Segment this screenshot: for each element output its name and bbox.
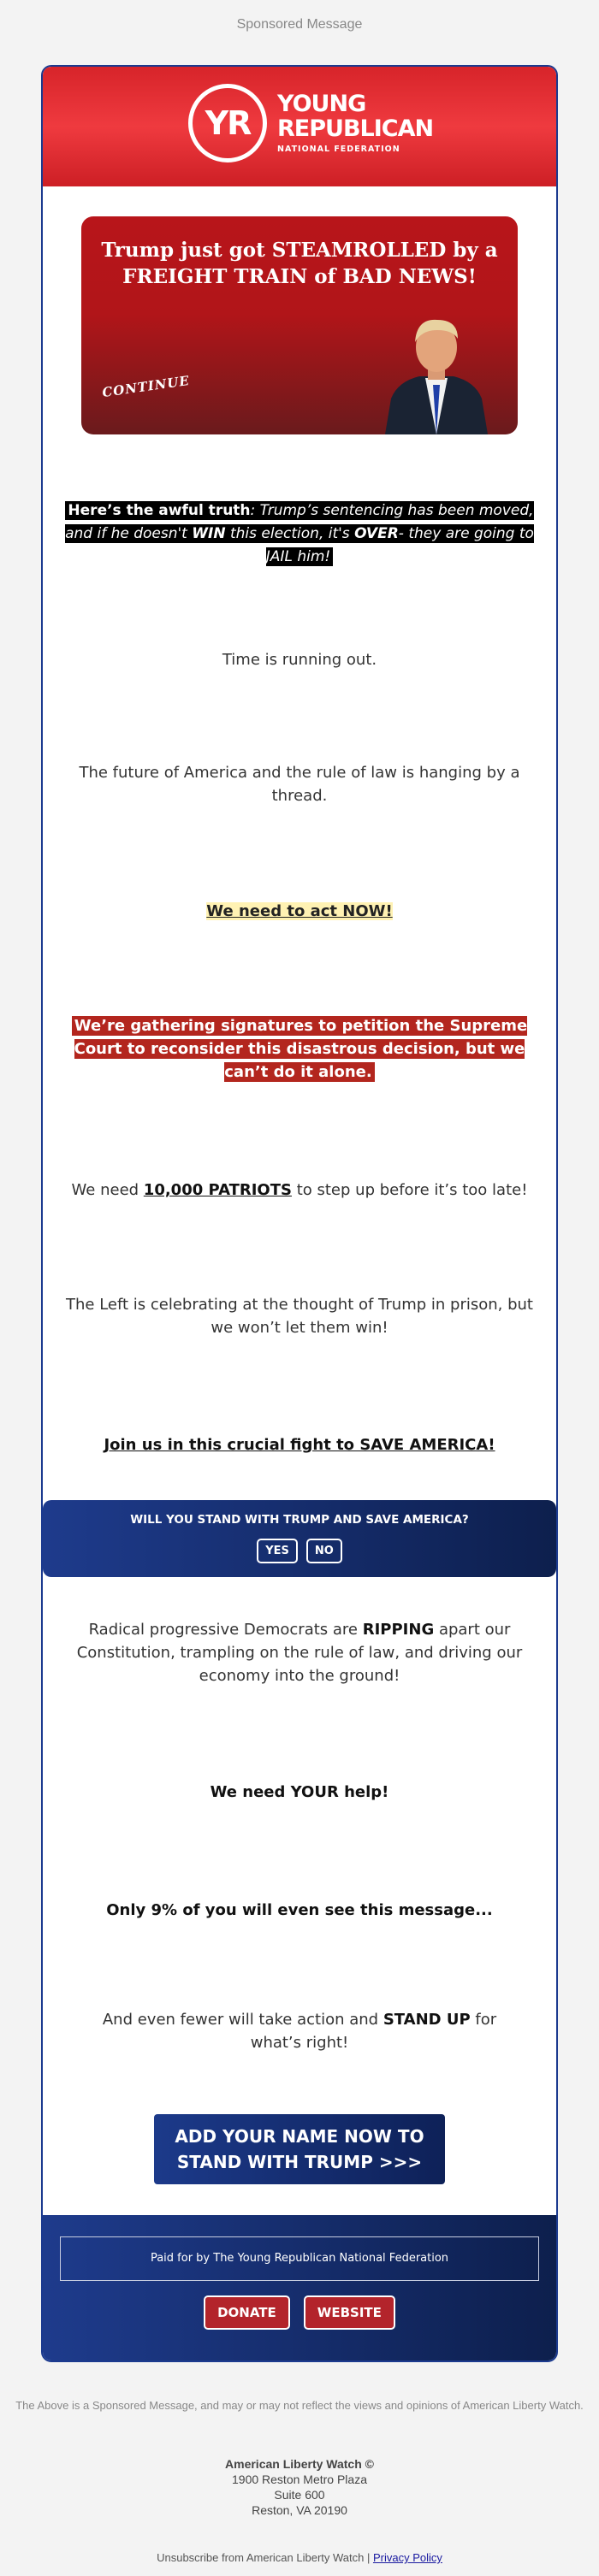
privacy-policy-link[interactable]: Privacy Policy <box>372 2551 442 2564</box>
join-us-link[interactable]: Join us in this crucial fight to SAVE AMERICA! <box>104 1436 495 1454</box>
org-name: American Liberty Watch © <box>225 2457 374 2471</box>
left-celebrating-text: The Left is celebrating at the thought of Trump in prison, but we won’t let them win! <box>66 1296 533 1337</box>
truth-lead: Here’s the awful truth <box>68 502 251 519</box>
address-line1: 1900 Reston Metro Plaza <box>232 2473 367 2486</box>
radical-text <box>43 1618 556 1687</box>
radical-post: apart our Constitution, trampling on the rule of law, and driving our economy into the ground! <box>76 1621 523 1685</box>
add-name-line2: STAND WITH TRUMP >>> <box>176 2152 423 2172</box>
act-now-highlight: We need to act NOW! <box>206 902 393 920</box>
header-banner <box>43 67 556 186</box>
truth-over: OVER <box>354 525 399 542</box>
radical-ripping: RIPPING <box>362 1621 435 1639</box>
add-name-button[interactable] <box>154 2114 445 2184</box>
person-photo <box>381 306 492 434</box>
logo-wordmark <box>277 92 433 154</box>
hero-banner[interactable] <box>81 216 518 434</box>
hero-title: Trump just got STEAMROLLED by a FREIGHT TRAIN of BAD NEWS! <box>101 239 498 289</box>
fewer-post: for what’s right! <box>250 2011 497 2052</box>
hero-continue-link[interactable]: CONTINUE <box>101 372 191 401</box>
fewer-text <box>43 2008 556 2054</box>
logo[interactable] <box>188 84 433 162</box>
poll-banner <box>43 1500 556 1577</box>
truth-rest-1: : Trump’s sentencing has been moved, and if he doesn't <box>65 502 534 542</box>
sponsored-label: Sponsored Message <box>236 17 363 32</box>
logo-line1: YOUNG <box>277 91 366 118</box>
truth-rest-2: this election, it's <box>225 525 355 542</box>
radical-pre: Radical progressive Democrats are <box>88 1621 363 1639</box>
add-name-line1: ADD YOUR NAME NOW TO <box>175 2126 424 2147</box>
no-button[interactable]: NO <box>306 1539 342 1563</box>
gathering-text <box>43 1014 556 1084</box>
footer-band <box>43 2215 556 2362</box>
logo-mark: YR <box>188 84 267 162</box>
logo-line3: NATIONAL FEDERATION <box>277 145 400 155</box>
time-running-out: Time is running out. <box>222 651 377 669</box>
address-line2: Suite 600 <box>274 2488 325 2502</box>
only-9-text: Only 9% of you will even see this message... <box>106 1901 493 1919</box>
fewer-stand-up: STAND UP <box>383 2011 471 2029</box>
unsubscribe-line <box>0 2551 599 2564</box>
paid-for-box: Paid for by The Young Republican National Federation <box>60 2236 539 2281</box>
gathering-highlight: We’re gathering signatures to petition the Supreme Court to reconsider this disastrous decision, but we can’t do it alone. <box>72 1016 527 1082</box>
sponsored-disclaimer: The Above is a Sponsored Message, and may or may not reflect the views and opinions of American Liberty Watch. <box>15 2399 584 2412</box>
patriots-text <box>43 1179 556 1202</box>
patriots-pre: We need <box>71 1181 144 1199</box>
truth-rest-3: - they are going to JAIL him! <box>265 525 534 565</box>
patriots-post: to step up before it’s too late! <box>291 1181 528 1199</box>
email-card <box>41 65 558 2362</box>
unsubscribe-link[interactable]: Unsubscribe from American Liberty Watch | <box>157 2551 373 2564</box>
logo-line2: REPUBLICAN <box>277 115 434 143</box>
website-button[interactable]: WEBSITE <box>304 2295 395 2330</box>
poll-buttons <box>43 1539 556 1563</box>
need-help-text: We need YOUR help! <box>210 1783 389 1801</box>
patriots-count: 10,000 PATRIOTS <box>143 1181 292 1199</box>
sender-address <box>0 2456 599 2518</box>
future-text: The future of America and the rule of law is hanging by a thread. <box>79 764 520 805</box>
footer-buttons <box>43 2295 556 2330</box>
join-us-text[interactable] <box>43 1433 556 1456</box>
yes-button[interactable]: YES <box>257 1539 298 1563</box>
address-line3: Reston, VA 20190 <box>252 2503 347 2517</box>
poll-question: WILL YOU STAND WITH TRUMP AND SAVE AMERICA? <box>130 1513 469 1527</box>
act-now-text <box>43 900 556 923</box>
truth-win: WIN <box>192 525 226 542</box>
donate-button[interactable]: DONATE <box>204 2295 290 2330</box>
awful-truth-paragraph <box>43 499 556 569</box>
fewer-pre: And even fewer will take action and <box>102 2011 383 2029</box>
